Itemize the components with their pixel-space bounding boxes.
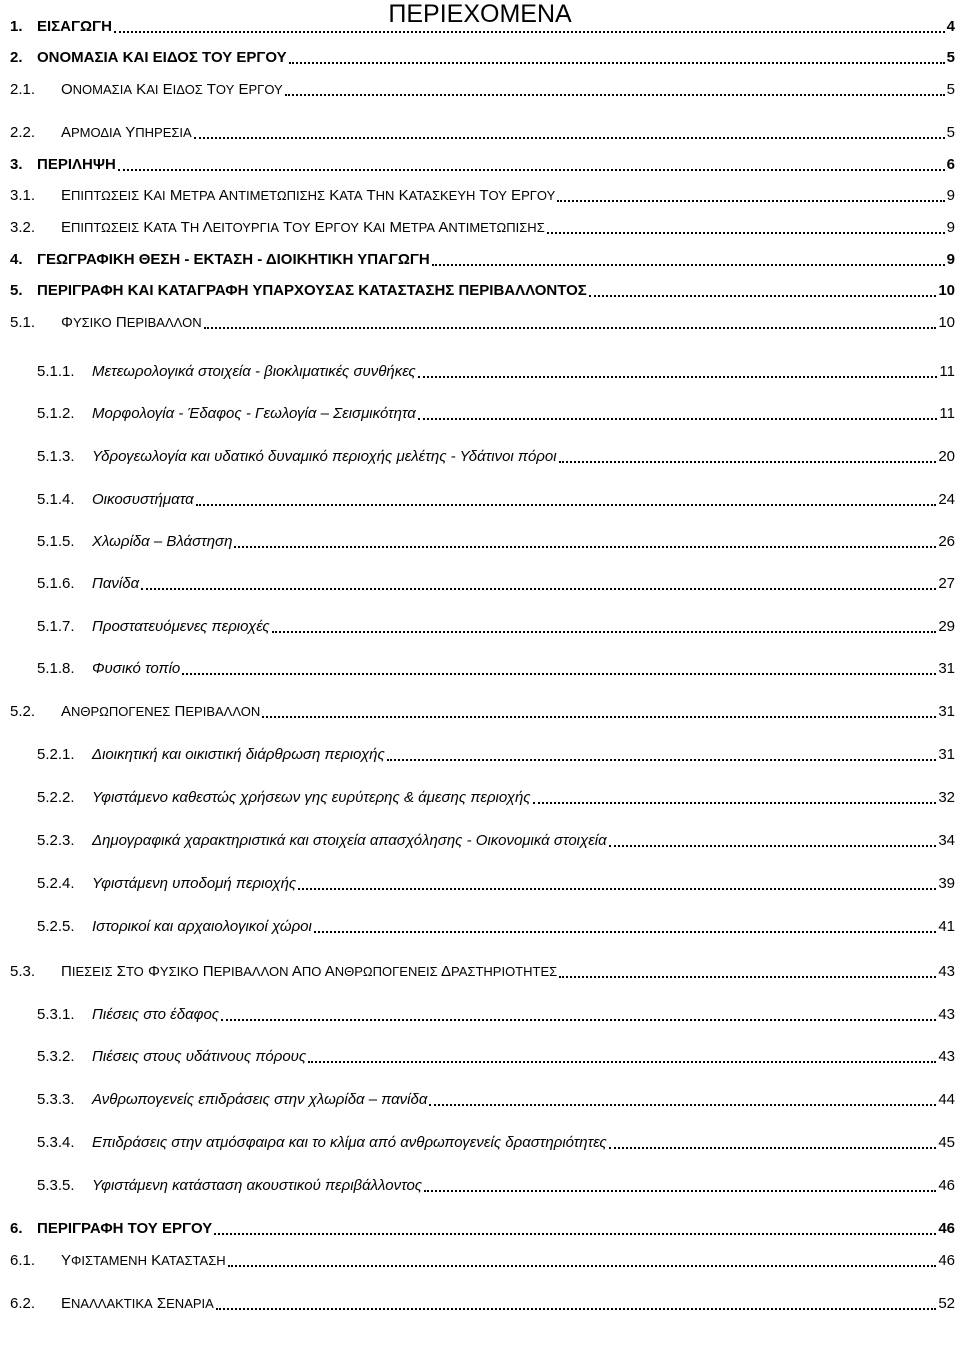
toc-entry-number: 3.1.: [10, 187, 36, 204]
toc-entry-page-number: 11: [939, 363, 955, 380]
toc-entry[interactable]: [0, 359, 955, 381]
toc-entry-number: 5.2.2.: [37, 789, 75, 806]
toc-entry-page-number: 26: [938, 533, 955, 550]
toc-entry[interactable]: [0, 529, 955, 551]
dot-leader: [216, 1304, 936, 1310]
toc-entry-number: 5.1.3.: [37, 448, 75, 465]
dot-leader: [272, 627, 937, 633]
toc-entry-page-number: 41: [938, 918, 955, 935]
toc-entry[interactable]: [0, 152, 955, 174]
toc-entry-title: ΠΕΡΙΛΗΨΗ: [37, 156, 116, 173]
dot-leader: [141, 584, 936, 590]
dot-leader: [118, 165, 945, 171]
toc-entry-page-number: 43: [938, 1048, 955, 1065]
toc-entry-title: ΠΙΕΣΕΙΣ ΣΤΟ ΦΥΣΙΚΟ ΠΕΡΙΒΑΛΛΟΝ ΑΠΟ ΑΝΘΡΩΠΟΓΕΝΕΙΣ ΔΡΑΣΤΗΡΙΟΤΗΤΕΣ: [61, 963, 558, 980]
toc-entry-title: ΕΠΙΠΤΩΣΕΙΣ ΚΑΤΑ ΤΗ ΛΕΙΤΟΥΡΓΙΑ ΤΟΥ ΕΡΓΟΥ ΚΑΙ ΜΕΤΡΑ ΑΝΤΙΜΕΤΩΠΙΣΗΣ: [61, 219, 545, 236]
toc-entry[interactable]: [0, 1087, 955, 1109]
toc-entry[interactable]: [0, 1130, 955, 1152]
toc-entry-page-number: 9: [946, 219, 955, 236]
toc-entry-title: ΓΕΩΓΡΑΦΙΚΗ ΘΕΣΗ - ΕΚΤΑΣΗ - ΔΙΟΙΚΗΤΙΚΗ ΥΠΑΓΩΓΗ: [37, 251, 430, 268]
toc-entry-number: 5.3.: [10, 963, 36, 980]
toc-entry-number: 5.3.5.: [37, 1177, 75, 1194]
toc-entry[interactable]: [0, 487, 955, 509]
toc-entry-page-number: 43: [938, 1006, 955, 1023]
dot-leader: [609, 1143, 937, 1149]
dot-leader: [424, 1186, 936, 1192]
toc-entry[interactable]: [0, 785, 955, 807]
toc-entry[interactable]: [0, 45, 955, 67]
dot-leader: [285, 90, 945, 96]
toc-entry-number: 5.2.1.: [37, 746, 75, 763]
toc-entry-page-number: 24: [938, 491, 955, 508]
toc-entry-page-number: 46: [938, 1177, 955, 1194]
toc-entry-number: 6.1.: [10, 1252, 36, 1269]
toc-entry-page-number: 32: [938, 789, 955, 806]
toc-entry[interactable]: [0, 401, 955, 423]
toc-entry-title: Πιέσεις στο έδαφος: [92, 1006, 220, 1023]
toc-entry-page-number: 29: [938, 618, 955, 635]
toc-entry-number: 5.1.5.: [37, 533, 75, 550]
page-title: ΠΕΡΙΕΧΟΜΕΝΑ: [388, 0, 572, 28]
toc-entry-page-number: 39: [938, 875, 955, 892]
dot-leader: [204, 323, 937, 329]
toc-entry-title: Οικοσυστήματα: [92, 491, 194, 508]
dot-leader: [418, 372, 938, 378]
dot-leader: [557, 196, 944, 202]
toc-entry-number: 5.2.4.: [37, 875, 75, 892]
toc-entry[interactable]: [0, 77, 955, 99]
toc-entry-title: Χλωρίδα – Βλάστηση: [92, 533, 233, 550]
dot-leader: [559, 457, 937, 463]
toc-entry-title: Διοικητική και οικιστική διάρθρωση περιοχής: [92, 746, 385, 763]
toc-entry[interactable]: [0, 278, 955, 300]
toc-entry-number: 5.3.1.: [37, 1006, 75, 1023]
toc-entry[interactable]: [0, 1291, 955, 1313]
toc-entry[interactable]: [0, 571, 955, 593]
toc-entry[interactable]: [0, 959, 955, 981]
dot-leader: [214, 1229, 936, 1235]
toc-entry-number: 1.: [10, 18, 23, 35]
toc-entry-page-number: 4: [946, 18, 955, 35]
toc-entry-number: 5.1.7.: [37, 618, 75, 635]
dot-leader: [298, 884, 936, 890]
dot-leader: [589, 291, 937, 297]
dot-leader: [308, 1057, 936, 1063]
toc-entry[interactable]: [0, 14, 955, 36]
dot-leader: [418, 414, 938, 420]
dot-leader: [196, 500, 937, 506]
toc-entry-title: Υφιστάμενο καθεστώς χρήσεων γης ευρύτερης & άμεσης περιοχής: [92, 789, 531, 806]
dot-leader: [387, 755, 937, 761]
toc-entry-page-number: 5: [946, 49, 955, 66]
toc-entry-number: 5.1.8.: [37, 660, 75, 677]
toc-entry-number: 5.1.1.: [37, 363, 75, 380]
toc-entry-page-number: 31: [938, 746, 955, 763]
toc-entry-page-number: 11: [939, 405, 955, 422]
dot-leader: [559, 972, 936, 978]
toc-entry-title: Υφιστάμενη υποδομή περιοχής: [92, 875, 297, 892]
toc-entry-page-number: 10: [938, 314, 955, 331]
toc-entry-number: 5.3.4.: [37, 1134, 75, 1151]
dot-leader: [182, 669, 936, 675]
dot-leader: [234, 542, 936, 548]
toc-entry-title: Υδρογεωλογία και υδατικό δυναμικό περιοχής μελέτης - Υδάτινοι πόροι: [92, 448, 557, 465]
toc-entry-title: Πιέσεις στους υδάτινους πόρους: [92, 1048, 307, 1065]
toc-entry-page-number: 6: [946, 156, 955, 173]
toc-entry-page-number: 10: [938, 282, 955, 299]
toc-entry-number: 2.2.: [10, 124, 36, 141]
toc-entry-title: ΥΦΙΣΤΑΜΕΝΗ ΚΑΤΑΣΤΑΣΗ: [61, 1252, 226, 1269]
toc-entry-page-number: 45: [938, 1134, 955, 1151]
toc-entry-number: 5.2.3.: [37, 832, 75, 849]
toc-entry-page-number: 52: [938, 1295, 955, 1312]
toc-entry[interactable]: [0, 656, 955, 678]
toc-entry-title: ΑΡΜΟΔΙΑ ΥΠΗΡΕΣΙΑ: [61, 124, 192, 141]
toc-entry-page-number: 5: [946, 81, 955, 98]
toc-entry-page-number: 46: [938, 1252, 955, 1269]
toc-entry[interactable]: [0, 310, 955, 332]
toc-entry-number: 5.1.6.: [37, 575, 75, 592]
toc-entry-page-number: 5: [946, 124, 955, 141]
toc-entry-number: 2.1.: [10, 81, 36, 98]
toc-entry[interactable]: [0, 914, 955, 936]
toc-entry-title: ΠΕΡΙΓΡΑΦΗ ΤΟΥ ΕΡΓΟΥ: [37, 1220, 213, 1237]
toc-entry-number: 5.: [10, 282, 23, 299]
toc-entry-number: 5.1.2.: [37, 405, 75, 422]
dot-leader: [228, 1261, 937, 1267]
toc-entry-title: Μετεωρολογικά στοιχεία - βιοκλιματικές συνθήκες: [92, 363, 416, 380]
toc-entry-title: ΕΝΑΛΛΑΚΤΙΚΑ ΣΕΝΑΡΙΑ: [61, 1295, 214, 1312]
dot-leader: [289, 58, 945, 64]
dot-leader: [114, 27, 945, 33]
toc-entry-number: 3.2.: [10, 219, 36, 236]
toc-entry[interactable]: [0, 742, 955, 764]
dot-leader: [432, 260, 945, 266]
dot-leader: [194, 133, 945, 139]
dot-leader: [533, 798, 937, 804]
toc-entry-page-number: 44: [938, 1091, 955, 1108]
toc-entry-title: Επιδράσεις στην ατμόσφαιρα και το κλίμα από ανθρωπογενείς δραστηριότητες: [92, 1134, 607, 1151]
toc-entry-title: Ανθρωπογενείς επιδράσεις στην χλωρίδα – πανίδα: [92, 1091, 428, 1108]
toc-entry[interactable]: [0, 1248, 955, 1270]
toc-entry-number: 5.2.5.: [37, 918, 75, 935]
dot-leader: [429, 1100, 936, 1106]
toc-entry[interactable]: [0, 247, 955, 269]
toc-entry-page-number: 43: [938, 963, 955, 980]
dot-leader: [314, 927, 936, 933]
toc-entry-title: ΑΝΘΡΩΠΟΓΕΝΕΣ ΠΕΡΙΒΑΛΛΟΝ: [61, 703, 261, 720]
toc-entry-title: Μορφολογία - Έδαφος - Γεωλογία – Σεισμικότητα: [92, 405, 416, 422]
toc-entry-number: 5.2.: [10, 703, 36, 720]
toc-entry-number: 5.1.4.: [37, 491, 75, 508]
toc-entry-number: 5.1.: [10, 314, 36, 331]
dot-leader: [609, 841, 937, 847]
toc-entry-page-number: 20: [938, 448, 955, 465]
toc-entry-title: ΠΕΡΙΓΡΑΦΗ ΚΑΙ ΚΑΤΑΓΡΑΦΗ ΥΠΑΡΧΟΥΣΑΣ ΚΑΤΑΣΤΑΣΗΣ ΠΕΡΙΒΑΛΛΟΝΤΟΣ: [37, 282, 587, 299]
toc-entry-number: 3.: [10, 156, 23, 173]
toc-entry-page-number: 46: [938, 1220, 955, 1237]
toc-entry-title: ΕΠΙΠΤΩΣΕΙΣ ΚΑΙ ΜΕΤΡΑ ΑΝΤΙΜΕΤΩΠΙΣΗΣ ΚΑΤΑ ΤΗΝ ΚΑΤΑΣΚΕΥΗ ΤΟΥ ΕΡΓΟΥ: [61, 187, 556, 204]
toc-entry-title: Δημογραφικά χαρακτηριστικά και στοιχεία απασχόλησης - Οικονομικά στοιχεία: [92, 832, 607, 849]
toc-entry-title: Υφιστάμενη κατάσταση ακουστικού περιβάλλοντος: [92, 1177, 423, 1194]
toc-entry-page-number: 31: [938, 703, 955, 720]
toc-entry[interactable]: [0, 614, 955, 636]
toc-entry[interactable]: [0, 183, 955, 205]
dot-leader: [262, 712, 936, 718]
toc-entry[interactable]: [0, 120, 955, 142]
toc-entry[interactable]: [0, 699, 955, 721]
toc-entry[interactable]: [0, 1216, 955, 1238]
toc-entry-title: Φυσικό τοπίο: [92, 660, 181, 677]
toc-entry-number: 2.: [10, 49, 23, 66]
toc-entry-title: ΟΝΟΜΑΣΙΑ ΚΑΙ ΕΙΔΟΣ ΤΟΥ ΕΡΓΟΥ: [37, 49, 287, 66]
toc-entry[interactable]: [0, 1173, 955, 1195]
toc-entry[interactable]: [0, 215, 955, 237]
toc-entry[interactable]: [0, 871, 955, 893]
toc-entry-page-number: 34: [938, 832, 955, 849]
toc-entry-page-number: 31: [938, 660, 955, 677]
toc-entry-number: 6.: [10, 1220, 23, 1237]
toc-entry-number: 5.3.3.: [37, 1091, 75, 1108]
toc-entry-title: Προστατευόμενες περιοχές: [92, 618, 270, 635]
toc-entry-title: ΕΙΣΑΓΩΓΗ: [37, 18, 112, 35]
toc-entry[interactable]: [0, 1044, 955, 1066]
toc-entry-page-number: 9: [946, 251, 955, 268]
toc-entry-title: ΟΝΟΜΑΣΙΑ ΚΑΙ ΕΙΔΟΣ ΤΟΥ ΕΡΓΟΥ: [61, 81, 283, 98]
toc-entry[interactable]: [0, 1002, 955, 1024]
toc-entry-title: ΦΥΣΙΚΟ ΠΕΡΙΒΑΛΛΟΝ: [61, 314, 202, 331]
toc-entry[interactable]: [0, 444, 955, 466]
toc-entry-number: 5.3.2.: [37, 1048, 75, 1065]
toc-entry-number: 4.: [10, 251, 23, 268]
toc-entry-page-number: 9: [946, 187, 955, 204]
toc-entry-title: Ιστορικοί και αρχαιολογικοί χώροι: [92, 918, 312, 935]
dot-leader: [547, 228, 945, 234]
dot-leader: [221, 1015, 936, 1021]
toc-entry[interactable]: [0, 828, 955, 850]
toc-entry-page-number: 27: [938, 575, 955, 592]
toc-entry-number: 6.2.: [10, 1295, 36, 1312]
toc-entry-title: Πανίδα: [92, 575, 140, 592]
